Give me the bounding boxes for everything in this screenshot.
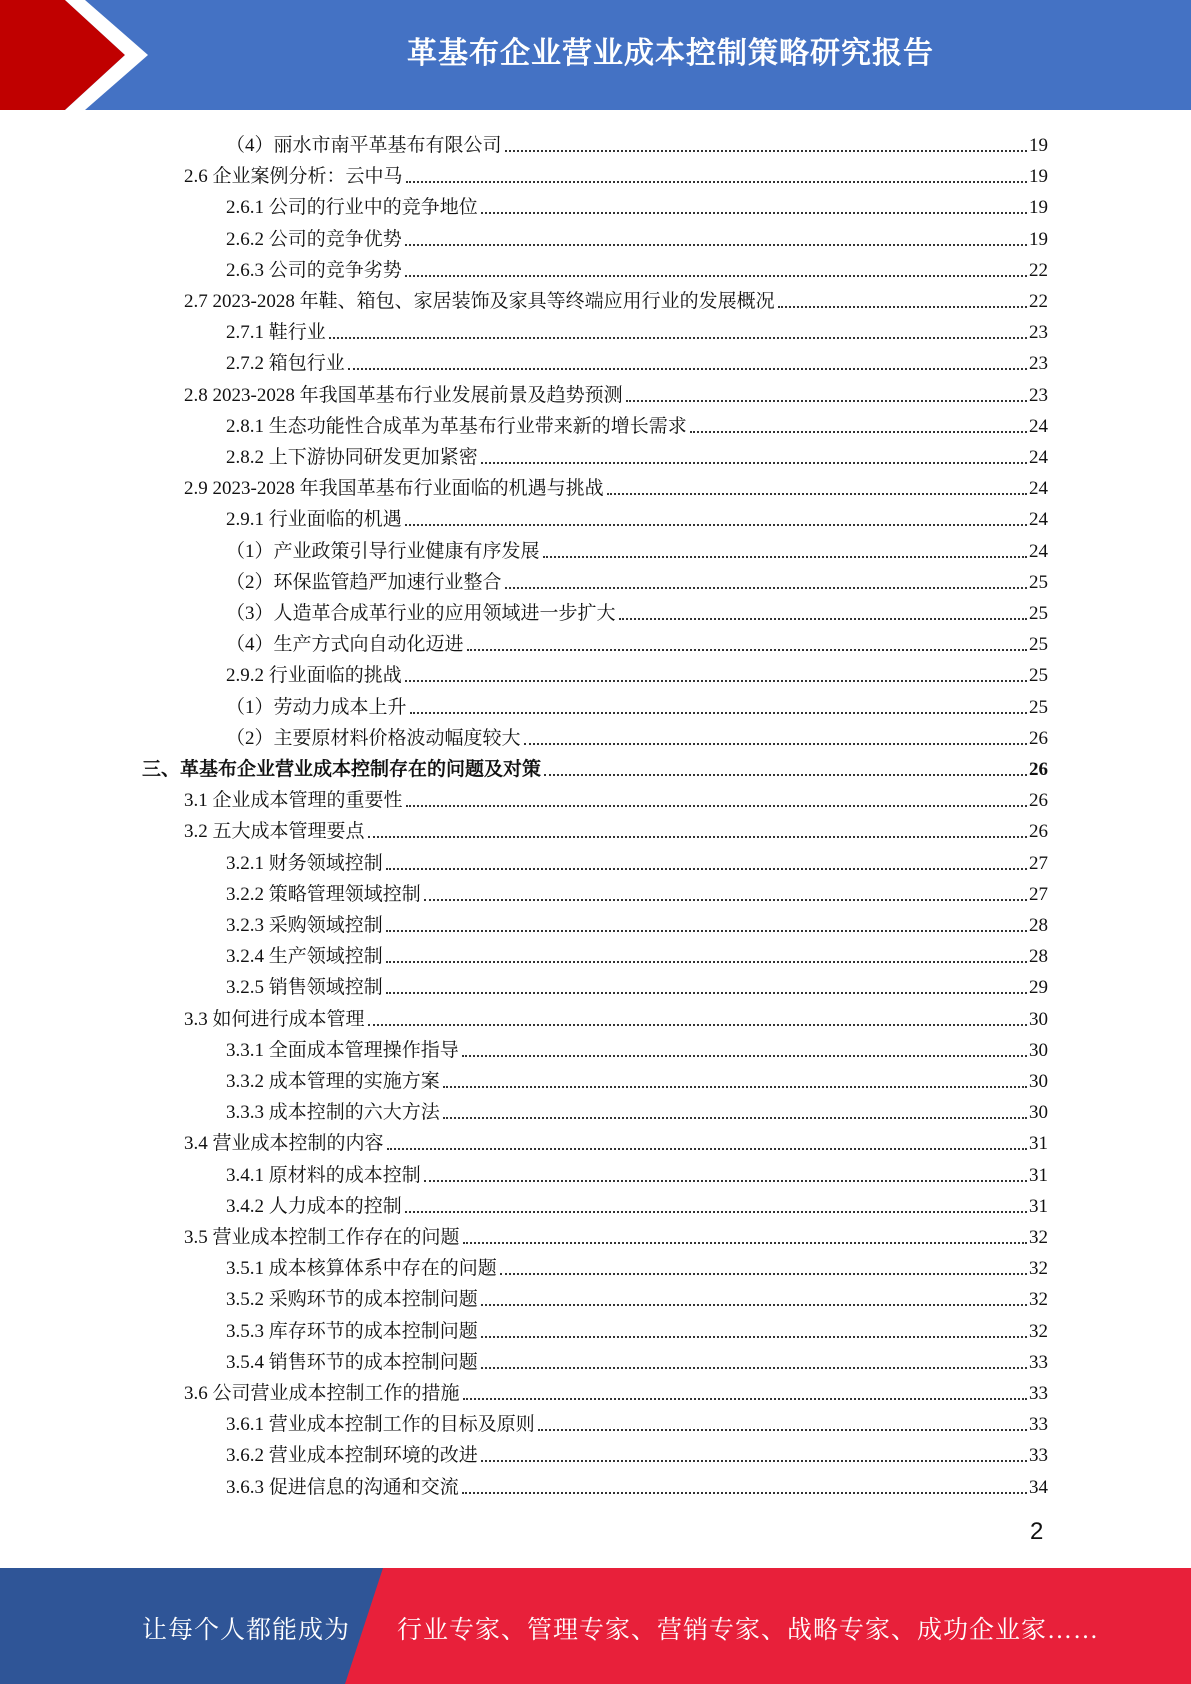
toc-entry-page: 29 — [1029, 977, 1048, 999]
toc-entry[interactable] — [226, 1031, 1048, 1062]
toc-leader-dots — [386, 868, 1027, 870]
toc-leader-dots — [405, 244, 1027, 246]
toc-leader-dots — [505, 150, 1027, 152]
toc-entry-page: 23 — [1029, 322, 1048, 344]
toc-leader-dots — [410, 712, 1027, 714]
footer-slogan-left: 让每个人都能成为 — [142, 1617, 351, 1644]
toc-leader-dots — [463, 1242, 1027, 1244]
toc-entry-title: 3.6.1 营业成本控制工作的目标及原则 — [226, 1414, 535, 1436]
toc-entry-page: 28 — [1029, 915, 1048, 936]
toc-entry-page: 19 — [1029, 166, 1048, 188]
toc-leader-dots — [467, 649, 1027, 651]
toc-entry[interactable] — [226, 594, 1048, 625]
toc-leader-dots — [607, 493, 1027, 495]
toc-entry-page: 23 — [1029, 353, 1048, 375]
toc-entry[interactable] — [226, 625, 1048, 656]
toc-leader-dots — [368, 1024, 1027, 1026]
toc-entry-title: 3.3.3 成本控制的六大方法 — [226, 1102, 440, 1124]
toc-entry-page: 31 — [1029, 1195, 1048, 1217]
toc-entry[interactable] — [226, 656, 1048, 687]
toc-entry-page: 33 — [1029, 1383, 1048, 1404]
toc-leader-dots — [424, 1180, 1027, 1182]
toc-leader-dots — [386, 961, 1027, 963]
toc-entry-page: 32 — [1029, 1289, 1048, 1311]
toc-entry-page: 31 — [1029, 1164, 1048, 1186]
toc-entry[interactable] — [226, 563, 1048, 594]
toc-entry-title: 三、革基布企业营业成本控制存在的问题及对策 — [142, 759, 542, 780]
toc-entry[interactable] — [226, 1062, 1048, 1093]
page-header — [0, 0, 1191, 110]
toc-entry[interactable] — [226, 1187, 1048, 1218]
toc-entry-page: 32 — [1029, 1227, 1048, 1248]
toc-entry[interactable] — [226, 1093, 1048, 1124]
toc-entry[interactable] — [184, 1124, 1048, 1155]
toc-entry-title: 2.9 2023-2028 年我国革基布行业面临的机遇与挑战 — [184, 478, 604, 500]
toc-entry-title: 3.2 五大成本管理要点 — [184, 821, 365, 843]
toc-leader-dots — [386, 992, 1027, 994]
toc-entry[interactable] — [226, 500, 1048, 531]
toc-entry[interactable] — [184, 376, 1048, 407]
toc-entry-title: 3.6.3 促进信息的沟通和交流 — [226, 1476, 459, 1498]
toc-leader-dots — [462, 1055, 1027, 1057]
toc-entry[interactable] — [226, 1156, 1048, 1187]
toc-entry-page: 26 — [1029, 759, 1048, 780]
page-number: 2 — [1030, 1518, 1044, 1545]
toc-entry-page: 30 — [1029, 1039, 1048, 1061]
toc-entry[interactable] — [226, 719, 1048, 750]
header-title: 革基布企业营业成本控制策略研究报告 — [407, 36, 934, 71]
toc-entry-title: 2.9.1 行业面临的机遇 — [226, 509, 402, 531]
toc-leader-dots — [481, 462, 1027, 464]
toc-entry-title: 2.6.2 公司的竞争优势 — [226, 228, 402, 250]
toc-leader-dots — [443, 1086, 1027, 1088]
toc-entry-title: 2.6 企业案例分析：云中马 — [184, 166, 403, 188]
toc-leader-dots — [481, 1367, 1027, 1369]
page-footer — [0, 1568, 1191, 1684]
toc-leader-dots — [348, 368, 1027, 370]
toc-entry[interactable] — [226, 937, 1048, 968]
toc-entry-title: 3.4.1 原材料的成本控制 — [226, 1164, 421, 1186]
toc-entry[interactable] — [184, 282, 1048, 313]
toc-entry-page: 33 — [1029, 1414, 1048, 1436]
toc-entry-page: 19 — [1029, 197, 1048, 219]
toc-leader-dots — [406, 181, 1027, 183]
toc-entry-page: 30 — [1029, 1008, 1048, 1030]
toc-entry[interactable] — [226, 1468, 1048, 1499]
toc-entry-page: 19 — [1029, 135, 1048, 156]
toc-entry-page: 24 — [1029, 509, 1048, 531]
toc-entry-page: 26 — [1029, 727, 1048, 749]
toc-leader-dots — [368, 836, 1027, 838]
toc-leader-dots — [619, 618, 1027, 620]
toc-leader-dots — [500, 1273, 1027, 1275]
toc-leader-dots — [481, 1304, 1027, 1306]
toc-entry-page: 26 — [1029, 790, 1048, 812]
toc-entry[interactable] — [184, 781, 1048, 812]
toc-entry[interactable] — [226, 688, 1048, 719]
toc-entry-title: 2.6.3 公司的竞争劣势 — [226, 259, 402, 281]
toc-entry-title: 3.2.5 销售领域控制 — [226, 977, 383, 999]
toc-entry-page: 26 — [1029, 821, 1048, 843]
toc-entry-title: 3.5.1 成本核算体系中存在的问题 — [226, 1258, 497, 1280]
toc-entry-title: 3.4.2 人力成本的控制 — [226, 1195, 402, 1217]
toc-entry[interactable] — [184, 157, 1048, 188]
toc-leader-dots — [544, 774, 1027, 776]
toc-entry-title: （3）人造革合成革行业的应用领域进一步扩大 — [226, 603, 616, 624]
toc-entry[interactable] — [184, 469, 1048, 500]
toc-entry-title: 2.9.2 行业面临的挑战 — [226, 665, 402, 687]
toc-entry[interactable] — [142, 750, 1048, 781]
toc-entry[interactable] — [226, 1405, 1048, 1436]
toc-entry-title: 2.6.1 公司的行业中的竞争地位 — [226, 197, 478, 219]
toc-entry-title: 3.5.3 库存环节的成本控制问题 — [226, 1320, 478, 1342]
toc-entry[interactable] — [184, 1374, 1048, 1405]
toc-leader-dots — [405, 680, 1027, 682]
toc-entry-title: 3.3.2 成本管理的实施方案 — [226, 1071, 440, 1092]
toc-entry[interactable] — [226, 1436, 1048, 1467]
toc-entry[interactable] — [226, 126, 1048, 157]
toc-leader-dots — [543, 556, 1027, 558]
toc-entry[interactable] — [226, 438, 1048, 469]
toc-entry-title: 3.5.2 采购环节的成本控制问题 — [226, 1289, 478, 1311]
toc-entry[interactable] — [226, 344, 1048, 375]
toc-entry[interactable] — [226, 968, 1048, 999]
toc-entry[interactable] — [226, 1249, 1048, 1280]
toc-entry-title: 3.1 企业成本管理的重要性 — [184, 790, 403, 812]
toc-entry[interactable] — [226, 906, 1048, 937]
toc-leader-dots — [481, 1460, 1027, 1462]
toc-entry-page: 27 — [1029, 852, 1048, 874]
toc-leader-dots — [538, 1429, 1027, 1431]
toc-entry-title: （4）生产方式向自动化迈进 — [226, 634, 464, 656]
toc-entry[interactable] — [226, 844, 1048, 875]
toc-entry-title: （2）环保监管趋严加速行业整合 — [226, 571, 502, 593]
toc-entry-title: （1）劳动力成本上升 — [226, 696, 407, 718]
toc-entry[interactable] — [226, 407, 1048, 438]
toc-entry-title: 3.3.1 全面成本管理操作指导 — [226, 1039, 459, 1061]
footer-slogan-right: 行业专家、管理专家、营销专家、战略专家、成功企业家…… — [397, 1617, 1100, 1644]
toc-entry[interactable] — [226, 313, 1048, 344]
toc-leader-dots — [424, 899, 1027, 901]
toc-entry-title: 3.2.3 采购领域控制 — [226, 915, 383, 936]
toc-entry-page: 25 — [1029, 603, 1048, 624]
toc-entry-page: 24 — [1029, 478, 1048, 500]
toc-leader-dots — [462, 1492, 1027, 1494]
toc-entry-page: 23 — [1029, 384, 1048, 406]
toc-entry[interactable] — [226, 220, 1048, 251]
toc-leader-dots — [690, 431, 1027, 433]
toc-entry-title: 2.8 2023-2028 年我国革基布行业发展前景及趋势预测 — [184, 384, 623, 406]
toc-entry-title: 3.5 营业成本控制工作存在的问题 — [184, 1227, 460, 1248]
toc-entry-title: 3.2.2 策略管理领域控制 — [226, 883, 421, 905]
toc-entry-page: 30 — [1029, 1071, 1048, 1092]
toc-leader-dots — [481, 212, 1027, 214]
toc-entry[interactable] — [226, 251, 1048, 282]
toc-entry-page: 22 — [1029, 259, 1048, 281]
toc-entry-page: 24 — [1029, 415, 1048, 437]
toc-entry-page: 25 — [1029, 571, 1048, 593]
toc-entry-page: 24 — [1029, 447, 1048, 468]
toc-entry-page: 32 — [1029, 1258, 1048, 1280]
toc-entry[interactable] — [184, 1218, 1048, 1249]
toc-entry-title: （2）主要原材料价格波动幅度较大 — [226, 727, 521, 749]
toc-entry-title: 3.3 如何进行成本管理 — [184, 1008, 365, 1030]
toc-leader-dots — [386, 930, 1027, 932]
toc-entry-page: 24 — [1029, 540, 1048, 562]
toc-entry-title: 2.8.1 生态功能性合成革为革基布行业带来新的增长需求 — [226, 415, 687, 437]
toc-leader-dots — [443, 1117, 1027, 1119]
toc-leader-dots — [405, 1211, 1027, 1213]
toc-leader-dots — [329, 337, 1027, 339]
toc-leader-dots — [524, 743, 1027, 745]
toc-entry[interactable] — [226, 1312, 1048, 1343]
toc-leader-dots — [778, 306, 1027, 308]
toc-entry[interactable] — [226, 1343, 1048, 1374]
toc-entry[interactable] — [184, 812, 1048, 843]
toc-entry-title: 3.6.2 营业成本控制环境的改进 — [226, 1445, 478, 1467]
toc-leader-dots — [405, 275, 1027, 277]
toc-entry-page: 34 — [1029, 1476, 1048, 1498]
toc-entry[interactable] — [226, 1280, 1048, 1311]
toc-entry-page: 30 — [1029, 1102, 1048, 1124]
toc-entry-page: 28 — [1029, 946, 1048, 968]
toc-entry-title: 2.7.2 箱包行业 — [226, 353, 345, 375]
toc-entry-page: 25 — [1029, 634, 1048, 656]
toc-entry-title: （4）丽水市南平革基布有限公司 — [226, 135, 502, 156]
toc-entry-page: 25 — [1029, 665, 1048, 687]
toc-entry-page: 25 — [1029, 696, 1048, 718]
toc-leader-dots — [406, 805, 1027, 807]
toc-entry-page: 19 — [1029, 228, 1048, 250]
toc-entry-page: 32 — [1029, 1320, 1048, 1342]
toc-leader-dots — [481, 1336, 1027, 1338]
toc-leader-dots — [387, 1148, 1027, 1150]
toc-entry-title: 2.7 2023-2028 年鞋、箱包、家居装饰及家具等终端应用行业的发展概况 — [184, 291, 775, 312]
toc-entry-page: 27 — [1029, 883, 1048, 905]
toc-entry-title: 3.5.4 销售环节的成本控制问题 — [226, 1351, 478, 1373]
toc-entry-title: 3.6 公司营业成本控制工作的措施 — [184, 1383, 460, 1404]
toc-entry-title: 3.4 营业成本控制的内容 — [184, 1133, 384, 1155]
toc-leader-dots — [505, 587, 1027, 589]
toc-entry-title: 2.8.2 上下游协同研发更加紧密 — [226, 447, 478, 468]
toc-entry-page: 33 — [1029, 1351, 1048, 1373]
toc-entry-title: 3.2.1 财务领域控制 — [226, 852, 383, 874]
toc-leader-dots — [626, 400, 1027, 402]
toc-leader-dots — [463, 1398, 1027, 1400]
toc-entry[interactable] — [226, 875, 1048, 906]
toc-entry-page: 31 — [1029, 1133, 1048, 1155]
toc-leader-dots — [405, 524, 1027, 526]
toc-entry[interactable] — [226, 188, 1048, 219]
toc-entry[interactable] — [226, 532, 1048, 563]
toc-entry-title: （1）产业政策引导行业健康有序发展 — [226, 540, 540, 562]
toc-entry-title: 3.2.4 生产领域控制 — [226, 946, 383, 968]
toc-entry-page: 22 — [1029, 291, 1048, 312]
toc-entry-page: 33 — [1029, 1445, 1048, 1467]
toc-entry-title: 2.7.1 鞋行业 — [226, 322, 326, 344]
toc-entry[interactable] — [184, 1000, 1048, 1031]
